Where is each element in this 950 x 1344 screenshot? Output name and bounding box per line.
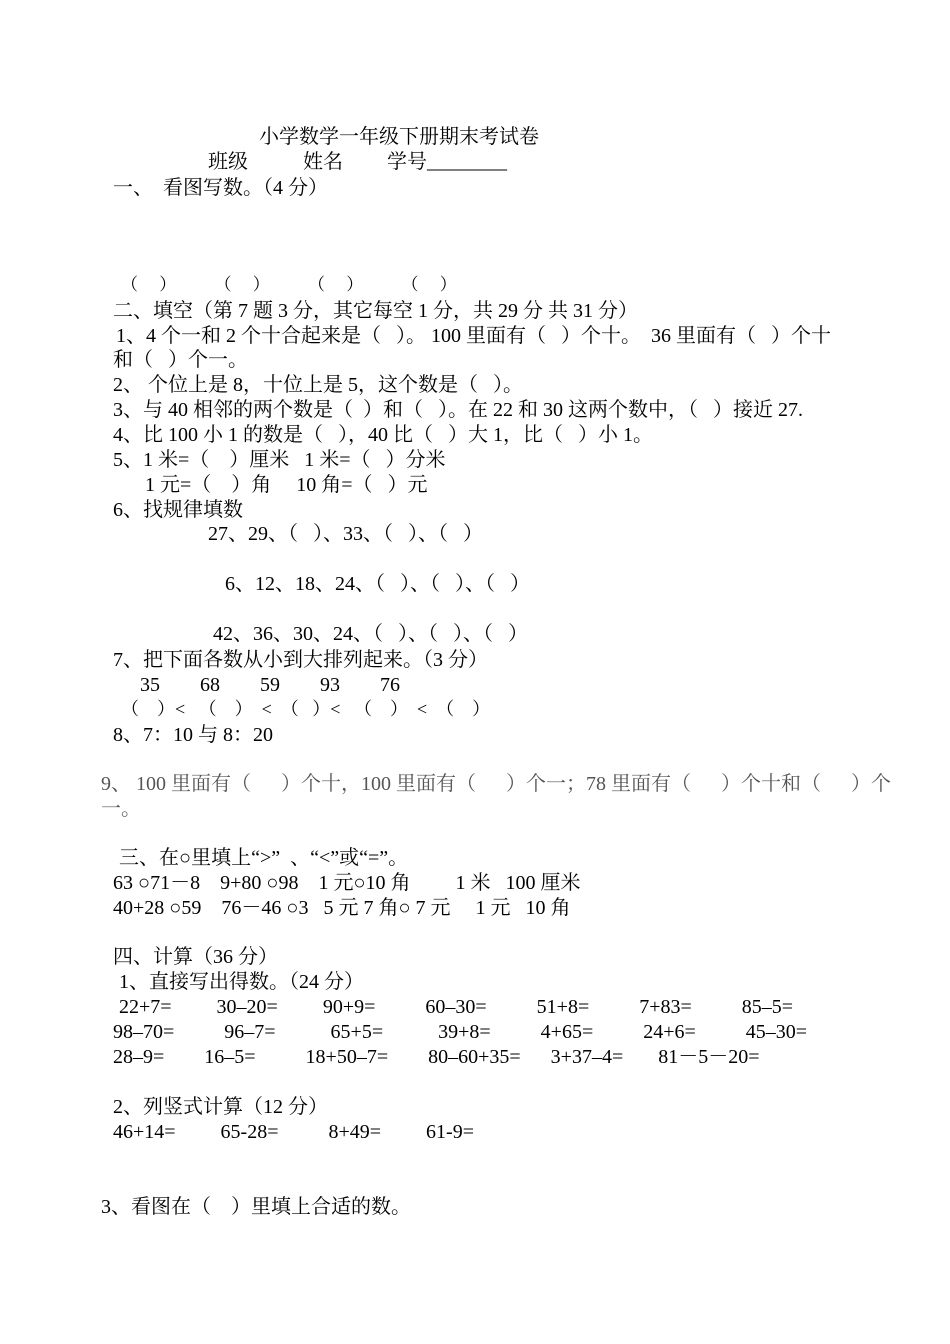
question-7-order-blanks: （ ）< （ ） < （ ）< （ ） < （ ）	[121, 699, 491, 719]
section-4-heading: 四、计算（36 分）	[113, 946, 278, 968]
question-4: 4、比 100 小 1 的数是（ ），40 比（ ）大 1，比（ ）小 1。	[113, 424, 653, 446]
compare-row-1: 63 ○71－8 9+80 ○98 1 元○10 角 1 米 100 厘米	[113, 872, 581, 894]
section-1-heading: 一、 看图写数。（4 分）	[113, 177, 328, 199]
class-label: 班级	[208, 151, 248, 173]
question-1-line-2: 和（ ）个一。	[113, 349, 248, 371]
subsection-1-heading: 1、直接写出得数。（24 分）	[119, 971, 364, 993]
arithmetic-row-1: 22+7= 30–20= 90+9= 60–30= 51+8= 7+83= 85–5=	[119, 996, 794, 1018]
arithmetic-row-3: 28–9= 16–5= 18+50–7= 80–60+35= 3+37–4= 81－5－20=	[113, 1046, 760, 1068]
subsection-3-heading: 3、看图在（ ）里填上合适的数。	[101, 1196, 411, 1218]
question-1-line-1: 1、4 个一和 2 个十合起来是（ ）。 100 里面有（ ）个十。 36 里面有（ ）个十	[116, 325, 831, 347]
sequence-3: 42、36、30、24、（ ）、（ ）、（ ）	[213, 623, 528, 645]
question-6: 6、找规律填数	[113, 499, 243, 521]
question-5-line-2: 1 元=（ ）角 10 角=（ ）元	[145, 474, 428, 496]
page-title: 小学数学一年级下册期末考试卷	[259, 126, 539, 148]
sequence-2: 6、12、18、24、（ ）、（ ）、（ ）	[225, 573, 530, 595]
name-label: 姓名	[303, 151, 343, 173]
vertical-calc-row: 46+14= 65-28= 8+49= 61-9=	[113, 1121, 474, 1143]
sequence-1: 27、29、（ ）、33、（ ）、（ ）	[208, 523, 483, 545]
subsection-2-heading: 2、列竖式计算（12 分）	[113, 1096, 328, 1118]
section-3-heading: 三、在○里填上“>” 、“<”或“=”。	[119, 847, 409, 869]
question-7: 7、把下面各数从小到大排列起来。（3 分）	[113, 649, 488, 671]
question-9-line-2: 一。	[101, 798, 141, 820]
question-7-numbers: 35 68 59 93 76	[140, 674, 400, 696]
question-5-line-1: 5、1 米=（ ）厘米 1 米=（ ）分米	[113, 449, 446, 471]
question-8: 8、7：10 与 8：20	[113, 724, 273, 746]
question-3: 3、与 40 相邻的两个数是（ ）和（ ）。在 22 和 30 这两个数中，（ ）接近 27.	[113, 399, 803, 421]
student-id-label: 学号________	[387, 151, 507, 173]
compare-row-2: 40+28 ○59 76－46 ○3 5 元 7 角○ 7 元 1 元 10 角	[113, 897, 571, 919]
arithmetic-row-2: 98–70= 96–7= 65+5= 39+8= 4+65= 24+6= 45–30=	[113, 1021, 808, 1043]
section-1-answer-blanks: （ ） （ ） （ ） （ ）	[121, 275, 457, 294]
question-2: 2、 个位上是 8，十位上是 5，这个数是（ ）。	[113, 374, 523, 396]
section-2-heading: 二、填空（第 7 题 3 分，其它每空 1 分，共 29 分 共 31 分）	[113, 300, 638, 322]
question-9-line-1: 9、 100 里面有（ ）个十，100 里面有（ ）个一；78 里面有（ ）个十和（ ）个	[101, 773, 891, 795]
